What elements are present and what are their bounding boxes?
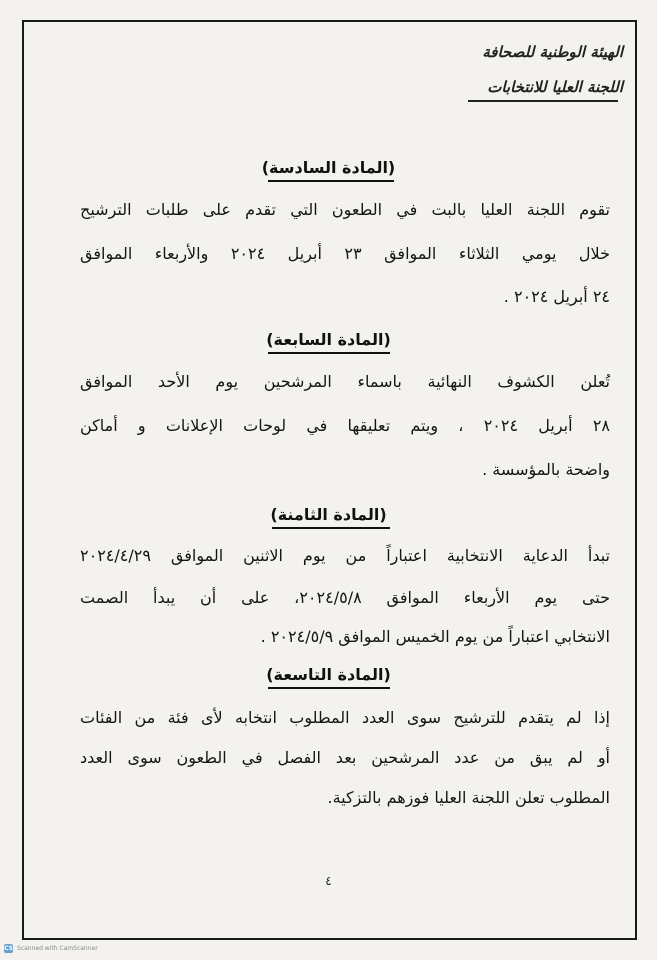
- article-6-line-2: خلال يومي الثلاثاء الموافق ٢٣ أبريل ٢٠٢٤ والأربعاء الموافق: [80, 244, 610, 263]
- article-8-title: (المادة الثامنة): [270, 505, 387, 524]
- header-organization: الهيئة الوطنية للصحافة: [482, 43, 623, 61]
- article-8-line-2: حتى يوم الأربعاء الموافق ٢٠٢٤/٥/٨، على أن يبدأ الصمت: [80, 588, 610, 607]
- article-9-line-2: أو لم يبق من عدد المرشحين بعد الفصل في الطعون سوى العدد: [80, 748, 610, 767]
- article-6-line-3: ٢٤ أبريل ٢٠٢٤ .: [503, 287, 610, 306]
- article-9-title: (المادة التاسعة): [266, 665, 391, 684]
- header-underline: [468, 100, 618, 102]
- article-9-title-underline: [268, 687, 390, 689]
- page-number: ٤: [325, 874, 332, 888]
- article-8-title-underline: [272, 527, 390, 529]
- header-committee: اللجنة العليا للانتخابات: [487, 78, 623, 96]
- article-7-title-underline: [268, 352, 390, 354]
- article-6-title-underline: [268, 180, 394, 182]
- scanner-watermark: [4, 944, 98, 953]
- article-8-line-3: الانتخابي اعتباراً من يوم الخميس الموافق ٢٠٢٤/٥/٩ .: [260, 627, 610, 646]
- watermark-text: Scanned with CamScanner: [17, 945, 98, 952]
- article-9-line-3: المطلوب تعلن اللجنة العليا فوزهم بالتزكية.: [327, 788, 610, 807]
- article-7-line-1: تُعلن الكشوف النهائية باسماء المرشحين يوم الأحد الموافق: [80, 372, 610, 391]
- camscanner-icon: CS: [4, 945, 13, 952]
- article-8-line-1: تبدأ الدعاية الانتخابية اعتباراً من يوم الاثنين الموافق ٢٠٢٤/٤/٢٩: [80, 546, 610, 565]
- article-7-line-3: واضحة بالمؤسسة .: [482, 460, 610, 479]
- article-9-line-1: إذا لم يتقدم للترشيح سوى العدد المطلوب انتخابه لأى فئة من الفئات: [80, 708, 610, 727]
- article-7-line-2: ٢٨ أبريل ٢٠٢٤ ، ويتم تعليقها في لوحات الإعلانات و أماكن: [80, 416, 610, 435]
- article-7-title: (المادة السابعة): [266, 330, 391, 349]
- article-6-line-1: تقوم اللجنة العليا بالبت في الطعون التي تقدم على طلبات الترشيح: [80, 200, 610, 219]
- article-6-title: (المادة السادسة): [261, 158, 396, 177]
